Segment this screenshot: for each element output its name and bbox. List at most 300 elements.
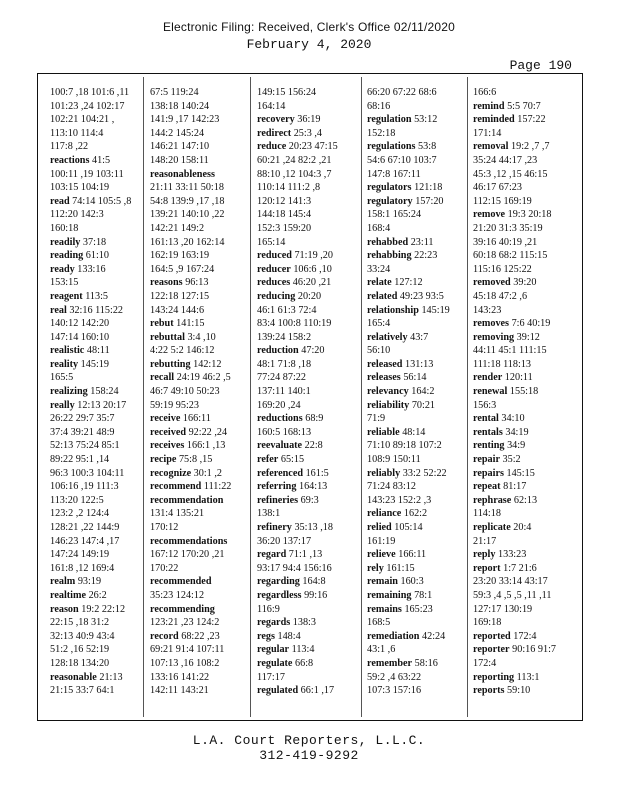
index-page-refs: 61:10 [83, 250, 109, 262]
index-page-refs: 133:16 [74, 263, 106, 275]
index-entry [473, 371, 556, 385]
index-page-refs: 148:4 [274, 630, 301, 642]
index-page-refs: 158:24 [87, 386, 119, 398]
index-page-refs: 35:13 ,18 [291, 522, 333, 533]
index-entry [150, 317, 231, 331]
index-continuation-line [50, 616, 131, 630]
index-continuation-line [50, 208, 131, 222]
index-page-refs: 161:19 [367, 535, 396, 547]
index-page-refs: 46:20 ,21 [290, 277, 332, 289]
index-entry [473, 412, 556, 426]
index-page-refs: 146:23 147:4 ,17 [50, 535, 120, 547]
index-page-refs: 166:11 [180, 413, 211, 425]
index-page-refs: 141:9 ,17 142:23 [150, 114, 220, 126]
index-headword: repair [473, 454, 500, 466]
index-entry [367, 331, 450, 345]
index-page-refs: 66:1 ,17 [298, 685, 335, 697]
index-page-refs: 30:1 ,2 [191, 467, 222, 479]
index-page-refs: 12:13 20:17 [74, 399, 127, 411]
index-entry [50, 385, 131, 399]
index-headword: reasons [150, 277, 183, 289]
index-continuation-line [257, 181, 338, 195]
index-page-refs: 169:18 [473, 617, 502, 629]
index-headword: realistic [50, 345, 85, 357]
index-page-refs: 56:14 [400, 372, 427, 384]
index-headword: reasonable [50, 671, 97, 683]
index-entry [367, 399, 450, 413]
index-entry [257, 684, 338, 698]
index-entry [473, 480, 556, 494]
index-continuation-line [473, 535, 556, 549]
index-entry [150, 439, 231, 453]
index-continuation-line [257, 317, 338, 331]
index-page-refs: 65:15 [278, 454, 305, 466]
index-continuation-line [473, 344, 556, 358]
index-continuation-line [150, 181, 231, 195]
index-headword: reported [473, 630, 511, 642]
index-entry [473, 208, 556, 222]
index-entry [367, 195, 450, 209]
index-entry [257, 467, 338, 481]
index-column-2 [150, 86, 231, 698]
index-continuation-line [150, 521, 231, 535]
index-page-refs: 149:15 156:24 [257, 87, 317, 98]
index-page-refs: 107:3 157:16 [367, 685, 422, 697]
index-continuation-line [150, 616, 231, 630]
index-entry [367, 249, 450, 263]
index-page-refs: 96:3 100:3 104:11 [50, 467, 125, 479]
index-continuation-line [257, 371, 338, 385]
index-entry [257, 127, 338, 141]
index-entry [257, 657, 338, 671]
index-entry [257, 521, 338, 535]
index-continuation-line [473, 657, 556, 671]
index-entry [367, 507, 450, 521]
index-page-refs: 60:21 ,24 82:2 ,21 [257, 154, 332, 166]
index-continuation-line [257, 168, 338, 182]
index-headword: removes [473, 318, 510, 330]
index-continuation-line [473, 195, 556, 209]
index-page-refs: 142:21 149:2 [150, 222, 205, 234]
index-entry [473, 439, 556, 453]
index-continuation-line [367, 127, 450, 141]
index-page-refs: 127:12 [391, 277, 423, 289]
index-page-refs: 23:11 [408, 236, 434, 248]
index-continuation-line [50, 140, 131, 154]
index-entry [50, 236, 131, 250]
index-page-refs: 167:12 170:20 ,21 [150, 549, 225, 561]
index-entry [367, 290, 450, 304]
index-entry [50, 290, 131, 304]
index-page-refs: 92:22 ,24 [186, 426, 228, 438]
index-page-refs: 83:4 100:8 110:19 [257, 318, 332, 330]
index-continuation-line [150, 113, 231, 127]
index-headword: refer [257, 454, 279, 466]
index-page-refs: 68:22 ,23 [178, 630, 220, 642]
index-headword: regulations [367, 141, 416, 153]
index-entry [257, 249, 338, 263]
index-continuation-line [50, 562, 131, 576]
index-headword: rentals [473, 426, 503, 438]
index-page-refs: 120:11 [502, 372, 533, 384]
index-continuation-line [50, 100, 131, 114]
index-continuation-line [473, 154, 556, 168]
index-continuation-line [50, 643, 131, 657]
index-headword: repeat [473, 481, 501, 493]
index-page-refs: 48:14 [399, 426, 426, 438]
index-page-refs: 145:15 [503, 467, 535, 479]
index-page-refs: 171:14 [473, 127, 502, 139]
index-continuation-line [50, 168, 131, 182]
index-continuation-line [150, 589, 231, 603]
index-headword: regs [257, 630, 275, 642]
index-headword: rephrase [473, 494, 512, 506]
index-page-refs: 145:19 [418, 304, 450, 316]
index-continuation-line [257, 358, 338, 372]
index-continuation-line [150, 385, 231, 399]
index-entry [257, 276, 338, 290]
index-entry [367, 562, 450, 576]
index-continuation-line [257, 671, 338, 685]
index-page-refs: 19:2 22:12 [78, 603, 126, 615]
index-headword: recommending [150, 603, 215, 615]
index-continuation-line [150, 86, 231, 100]
index-entry [150, 331, 231, 345]
index-headword: rebut [150, 318, 174, 330]
index-page-refs: 42:24 [419, 630, 446, 642]
index-page-refs: 22:23 [411, 250, 438, 262]
index-entry [473, 684, 556, 698]
index-page-refs: 127:17 130:19 [473, 603, 533, 615]
index-page-refs: 89:22 95:1 ,14 [50, 454, 110, 466]
index-continuation-line [50, 113, 131, 127]
index-entry [50, 399, 131, 413]
index-page-refs: 112:15 169:19 [473, 195, 532, 207]
index-headword: released [367, 358, 403, 370]
index-continuation-line [50, 439, 131, 453]
index-page-refs: 147:14 160:10 [50, 331, 110, 343]
index-page-refs: 78:1 [411, 589, 433, 601]
index-page-refs: 152:18 [367, 127, 396, 139]
index-page-refs: 140:12 142:20 [50, 318, 110, 330]
index-entry [257, 263, 338, 277]
index-continuation-line [150, 344, 231, 358]
index-headword: reporting [473, 671, 515, 683]
index-page-refs: 166:11 [395, 549, 427, 561]
index-headword: realizing [50, 386, 88, 398]
index-page-refs: 147:24 149:19 [50, 549, 110, 561]
index-continuation-line [473, 290, 556, 304]
footer-company: L.A. Court Reporters, L.L.C. [192, 733, 426, 748]
index-continuation-line [257, 603, 338, 617]
index-entry [367, 236, 450, 250]
index-page-refs: 20:4 [510, 522, 532, 533]
index-entry [473, 385, 556, 399]
index-continuation-line [150, 127, 231, 141]
index-continuation-line [367, 222, 450, 236]
index-page-refs: 170:12 [150, 522, 179, 533]
index-headword: rental [473, 413, 499, 425]
index-headword: regulation [367, 114, 412, 126]
index-entry [367, 467, 450, 481]
index-continuation-line [257, 426, 338, 440]
index-continuation-line [367, 208, 450, 222]
index-continuation-line [50, 86, 131, 100]
index-page-refs: 66:20 67:22 68:6 [367, 87, 437, 98]
index-page-refs: 138:1 [257, 508, 281, 520]
transcript-date: February 4, 2020 [246, 37, 372, 52]
index-page-refs: 117:17 [257, 671, 285, 683]
index-entry [367, 630, 450, 644]
index-page-refs: 131:4 135:21 [150, 508, 205, 520]
index-headword: renewal [473, 386, 508, 398]
index-continuation-line [257, 208, 338, 222]
index-headword: related [367, 290, 398, 302]
index-page-refs: 138:18 140:24 [150, 100, 210, 112]
index-entry [50, 263, 131, 277]
index-headword: reports [473, 685, 505, 697]
index-headword: render [473, 372, 503, 384]
index-continuation-line [257, 562, 338, 576]
index-continuation-line [150, 562, 231, 576]
index-page-refs: 59:10 [504, 685, 531, 697]
index-page-refs: 100:11 ,19 103:11 [50, 168, 124, 180]
index-entry [50, 603, 131, 617]
index-page-refs: 102:21 104:21 , [50, 114, 115, 126]
index-entry [150, 535, 231, 549]
index-page-refs: 67:5 119:24 [150, 87, 199, 98]
index-headword: reliable [367, 426, 400, 438]
index-continuation-line [150, 548, 231, 562]
index-page-refs: 21:17 [473, 535, 497, 547]
index-page-refs: 70:21 [409, 399, 436, 411]
index-page-refs: 117:8 ,22 [50, 141, 89, 153]
index-continuation-line [150, 643, 231, 657]
index-page-refs: 110:14 111:2 ,8 [257, 182, 321, 194]
index-page-refs: 52:13 75:24 85:1 [50, 440, 120, 452]
index-page-refs: 68:16 [367, 100, 391, 112]
index-page-refs: 128:18 134:20 [50, 657, 110, 669]
index-page-refs: 22:15 ,18 31:2 [50, 617, 110, 629]
index-page-refs: 162:19 163:19 [150, 250, 210, 262]
index-page-refs: 71:1 ,13 [286, 549, 323, 561]
index-continuation-line [150, 100, 231, 114]
index-headword: regardless [257, 589, 302, 601]
index-continuation-line [150, 154, 231, 168]
index-entry [150, 412, 231, 426]
index-headword: readily [50, 236, 81, 248]
index-continuation-line [150, 671, 231, 685]
index-page-refs: 46:7 49:10 50:23 [150, 386, 220, 398]
index-page-refs: 49:23 93:5 [397, 290, 444, 302]
index-continuation-line [473, 263, 556, 277]
index-page-refs: 146:21 147:10 [150, 141, 210, 153]
index-page-refs: 39:12 [514, 331, 540, 343]
index-headword: relieve [367, 549, 396, 561]
index-page-refs: 34:9 [504, 440, 526, 452]
index-continuation-line [257, 195, 338, 209]
index-headword: record [150, 630, 179, 642]
index-continuation-line [367, 317, 450, 331]
index-entry [473, 671, 556, 685]
index-page-refs: 21:11 33:11 50:18 [150, 182, 224, 194]
index-headword: remove [473, 209, 506, 221]
index-headword: redirect [257, 127, 292, 139]
index-page-refs: 152:3 159:20 [257, 222, 312, 234]
index-page-refs: 81:17 [500, 481, 527, 493]
index-entry [150, 426, 231, 440]
index-column-3 [257, 86, 338, 698]
index-continuation-line [150, 304, 231, 318]
index-headword: remediation [367, 630, 420, 642]
index-column-5 [473, 86, 556, 698]
index-headword: recommendation [150, 494, 224, 506]
index-headword: reality [50, 358, 79, 370]
index-headword: recommended [150, 576, 212, 588]
index-headword: reducer [257, 263, 291, 275]
index-page-refs: 59:2 ,4 63:22 [367, 671, 422, 683]
index-headword: reagent [50, 290, 83, 302]
index-page-refs: 120:12 141:3 [257, 195, 312, 207]
index-page-refs: 165:5 [50, 372, 74, 384]
index-page-refs: 26:2 [86, 589, 107, 601]
index-headword: removing [473, 331, 515, 343]
index-headword: recipe [150, 454, 177, 466]
index-page-refs: 19:2 ,7 ,7 [508, 141, 550, 153]
index-page-refs: 101:23 ,24 102:17 [50, 100, 125, 112]
index-page-refs: 122:18 127:15 [150, 290, 210, 302]
index-page-refs: 139:24 158:2 [257, 331, 312, 343]
index-page-refs: 59:19 95:23 [150, 399, 199, 411]
index-headword: replicate [473, 522, 511, 533]
index-continuation-line [473, 249, 556, 263]
index-continuation-line [50, 507, 131, 521]
index-page-refs: 172:4 [510, 630, 537, 642]
index-headword: relevancy [367, 386, 409, 398]
index-continuation-line [367, 263, 450, 277]
index-continuation-line [150, 222, 231, 236]
index-page-refs: 100:7 ,18 101:6 ,11 [50, 87, 130, 98]
index-entry [150, 494, 231, 508]
index-entry [367, 521, 450, 535]
column-divider [361, 77, 362, 717]
index-continuation-line [50, 412, 131, 426]
index-entry [50, 344, 131, 358]
index-entry [50, 575, 131, 589]
index-entry [473, 140, 556, 154]
index-entry [473, 453, 556, 467]
filing-stamp: Electronic Filing: Received, Clerk's Office 02/11/2020 [162, 20, 456, 34]
index-page-refs: 131:13 [402, 358, 434, 370]
index-page-refs: 143:23 152:2 ,3 [367, 494, 432, 506]
index-headword: receives [150, 440, 185, 452]
index-entry [257, 616, 338, 630]
index-headword: reminded [473, 114, 515, 126]
index-continuation-line [257, 222, 338, 236]
index-page-refs: 144:2 145:24 [150, 127, 205, 139]
index-continuation-line [367, 168, 450, 182]
index-headword: read [50, 195, 70, 207]
index-headword: reactions [50, 154, 90, 166]
index-page-refs: 19:3 20:18 [505, 209, 552, 221]
index-headword: reduces [257, 277, 291, 289]
index-page-refs: 21:20 31:3 35:19 [473, 222, 543, 234]
index-page-refs: 164:8 [299, 576, 326, 588]
index-entry [150, 467, 231, 481]
index-page-refs: 7:6 40:19 [509, 318, 551, 330]
index-page-refs: 162:2 [401, 508, 428, 520]
index-headword: refinery [257, 522, 292, 533]
index-continuation-line [150, 399, 231, 413]
index-page-refs: 147:8 167:11 [367, 168, 421, 180]
index-continuation-line [367, 86, 450, 100]
index-continuation-line [473, 616, 556, 630]
index-headword: refineries [257, 494, 299, 506]
index-continuation-line [50, 657, 131, 671]
index-page-refs: 43:1 ,6 [367, 644, 396, 656]
index-headword: recall [150, 372, 175, 384]
index-page-refs: 114:18 [473, 508, 501, 520]
index-entry [257, 589, 338, 603]
index-headword: relationship [367, 304, 419, 316]
index-headword: referenced [257, 467, 304, 479]
column-divider [467, 77, 468, 717]
index-entry [150, 453, 231, 467]
index-page-refs: 93:19 [75, 576, 102, 588]
index-column-4 [367, 86, 450, 698]
index-continuation-line [473, 86, 556, 100]
index-page-refs: 36:19 [294, 114, 321, 126]
index-page-refs: 41:5 [89, 154, 111, 166]
index-page-refs: 137:11 140:1 [257, 386, 311, 398]
index-continuation-line [150, 195, 231, 209]
index-entry [150, 168, 231, 182]
index-page-refs: 53:8 [415, 141, 437, 153]
index-page-refs: 168:5 [367, 617, 391, 629]
index-continuation-line [257, 304, 338, 318]
index-continuation-line [473, 399, 556, 413]
index-page-refs: 143:23 [473, 304, 502, 316]
index-continuation-line [257, 385, 338, 399]
index-entry [257, 344, 338, 358]
index-entry [150, 603, 231, 617]
index-entry [473, 317, 556, 331]
index-continuation-line [50, 480, 131, 494]
index-continuation-line [473, 507, 556, 521]
index-page-refs: 71:24 83:12 [367, 481, 416, 493]
index-entry [50, 195, 131, 209]
index-entry [367, 603, 450, 617]
index-continuation-line [473, 181, 556, 195]
index-page-refs: 106:16 ,19 111:3 [50, 481, 119, 493]
index-entry [473, 426, 556, 440]
index-entry [367, 276, 450, 290]
index-headword: remaining [367, 589, 412, 601]
index-continuation-line [367, 154, 450, 168]
index-entry [367, 371, 450, 385]
index-page-refs: 113:20 122:5 [50, 494, 104, 506]
index-entry [150, 480, 231, 494]
index-page-refs: 75:8 ,15 [176, 454, 213, 466]
index-page-refs: 113:1 [514, 671, 540, 683]
index-page-refs: 32:13 40:9 43:4 [50, 630, 115, 642]
index-page-refs: 103:15 104:19 [50, 182, 110, 194]
index-page-refs: 166:6 [473, 87, 497, 98]
index-page-refs: 160:3 [397, 576, 424, 588]
index-continuation-line [257, 331, 338, 345]
index-headword: reason [50, 603, 79, 615]
index-page-refs: 3:4 ,10 [184, 331, 216, 343]
